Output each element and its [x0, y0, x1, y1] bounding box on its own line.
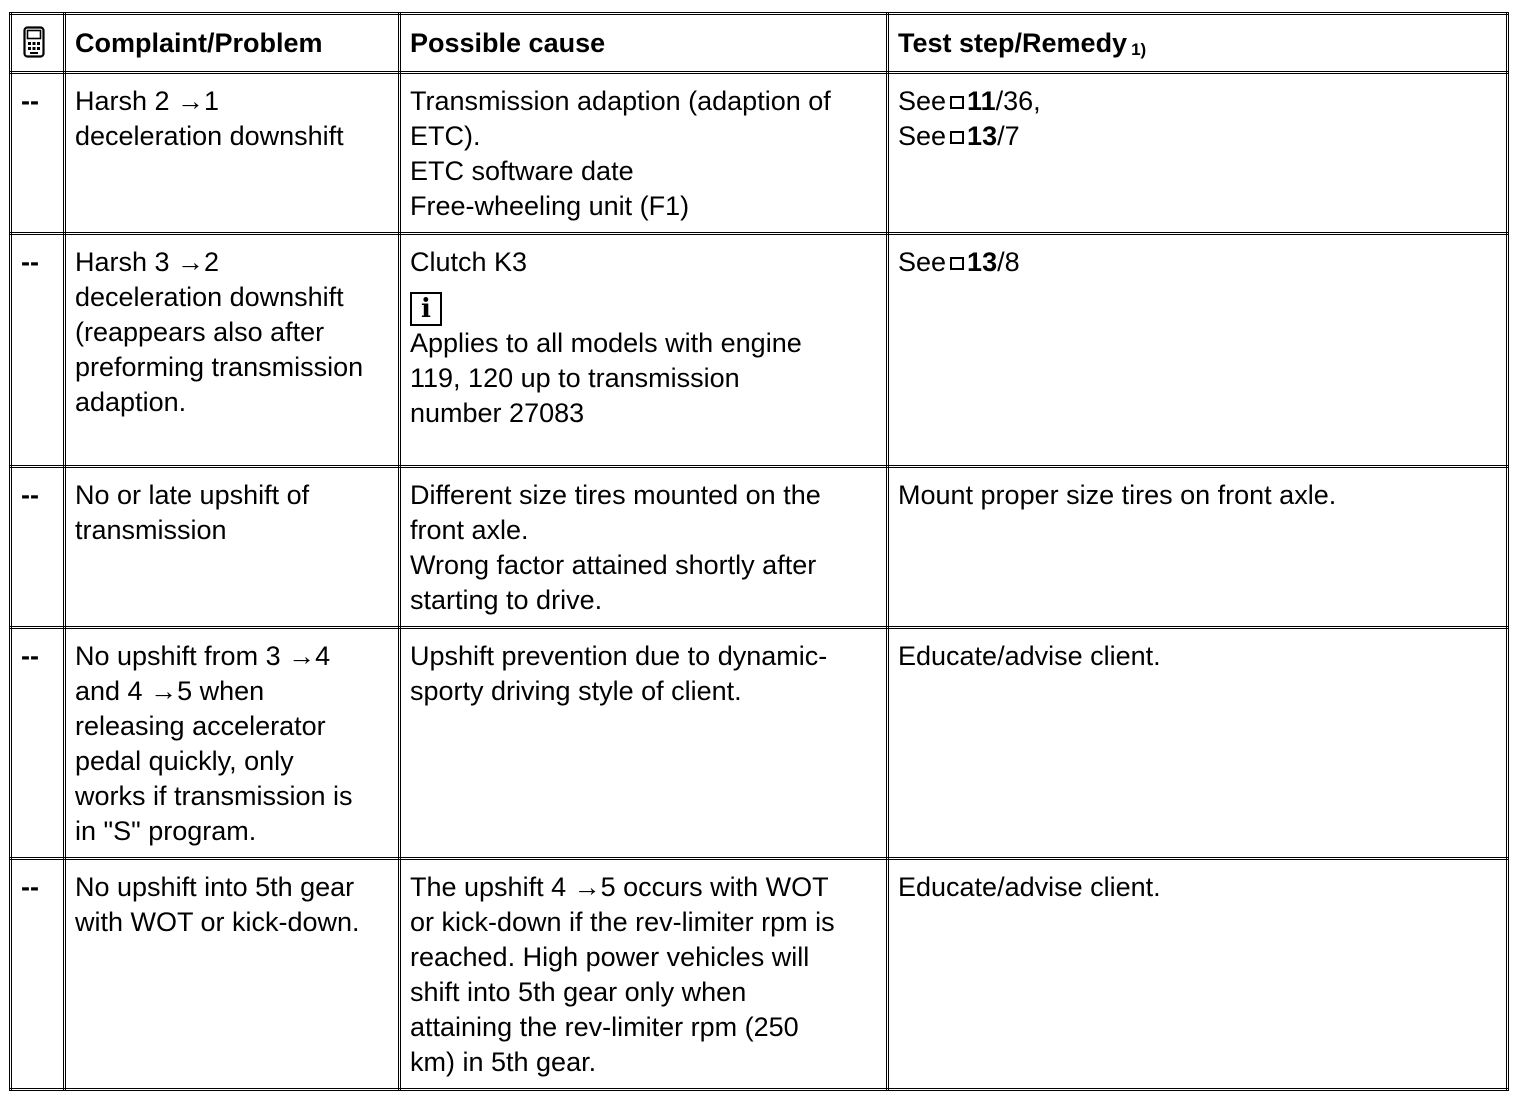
- cause-note: Applies to all models with engine 119, 120 up to transmission number 27083: [410, 328, 802, 428]
- table-row: [11, 234, 1508, 467]
- reference-box-icon: [950, 96, 964, 109]
- table-row: [11, 467, 1508, 628]
- cause-cell: Different size tires mounted on the front axle. Wrong factor attained shortly after starting to drive.: [400, 467, 888, 628]
- remedy-reference[interactable]: See 13/7: [898, 121, 1020, 151]
- cause-cell: [400, 234, 888, 467]
- row-marker: --: [11, 467, 65, 628]
- complaint-cell: No upshift from 3 →4 and 4 →5 when releasing accelerator pedal quickly, only works if transmission is in "S" program.: [65, 628, 400, 859]
- table-row: [11, 859, 1508, 1090]
- header-cause: Possible cause: [400, 14, 888, 73]
- remedy-cell: [888, 73, 1508, 234]
- reference-box-icon: [950, 131, 964, 144]
- diagnostic-tester-icon: [23, 26, 45, 58]
- remedy-cell: [888, 234, 1508, 467]
- cause-cell: Upshift prevention due to dynamic- sporty driving style of client.: [400, 628, 888, 859]
- complaint-cell: No or late upshift of transmission: [65, 467, 400, 628]
- diagnosis-table: [9, 12, 1509, 1091]
- complaint-cell: Harsh 3 →2 deceleration downshift (reappears also after preforming transmission adaption.: [65, 234, 400, 467]
- table-header-row: [11, 14, 1508, 73]
- complaint-cell: Harsh 2 →1 deceleration downshift: [65, 73, 400, 234]
- header-complaint: Complaint/Problem: [65, 14, 400, 73]
- cause-cell: The upshift 4 →5 occurs with WOT or kick-down if the rev-limiter rpm is reached. High power vehicles will shift into 5th gear only when attaining the rev-limiter rpm (250 km) in 5th gear.: [400, 859, 888, 1090]
- remedy-reference[interactable]: See 13/8: [898, 247, 1020, 277]
- complaint-cell: No upshift into 5th gear with WOT or kick-down.: [65, 859, 400, 1090]
- row-marker: --: [11, 628, 65, 859]
- reference-box-icon: [950, 257, 964, 270]
- remedy-cell: Mount proper size tires on front axle.: [888, 467, 1508, 628]
- row-marker: --: [11, 859, 65, 1090]
- cause-cell: Transmission adaption (adaption of ETC). ETC software date Free-wheeling unit (F1): [400, 73, 888, 234]
- cause-text: Clutch K3: [410, 247, 528, 277]
- remedy-cell: Educate/advise client.: [888, 628, 1508, 859]
- row-marker: --: [11, 234, 65, 467]
- table-row: [11, 73, 1508, 234]
- remedy-cell: Educate/advise client.: [888, 859, 1508, 1090]
- table-row: [11, 628, 1508, 859]
- remedy-reference[interactable]: See 11/36,: [898, 86, 1041, 116]
- row-marker: --: [11, 73, 65, 234]
- header-icon-cell: [11, 14, 65, 73]
- info-icon: i: [410, 292, 442, 326]
- header-remedy: Test step/Remedy 1): [888, 14, 1508, 73]
- footnote-marker: 1): [1131, 40, 1147, 59]
